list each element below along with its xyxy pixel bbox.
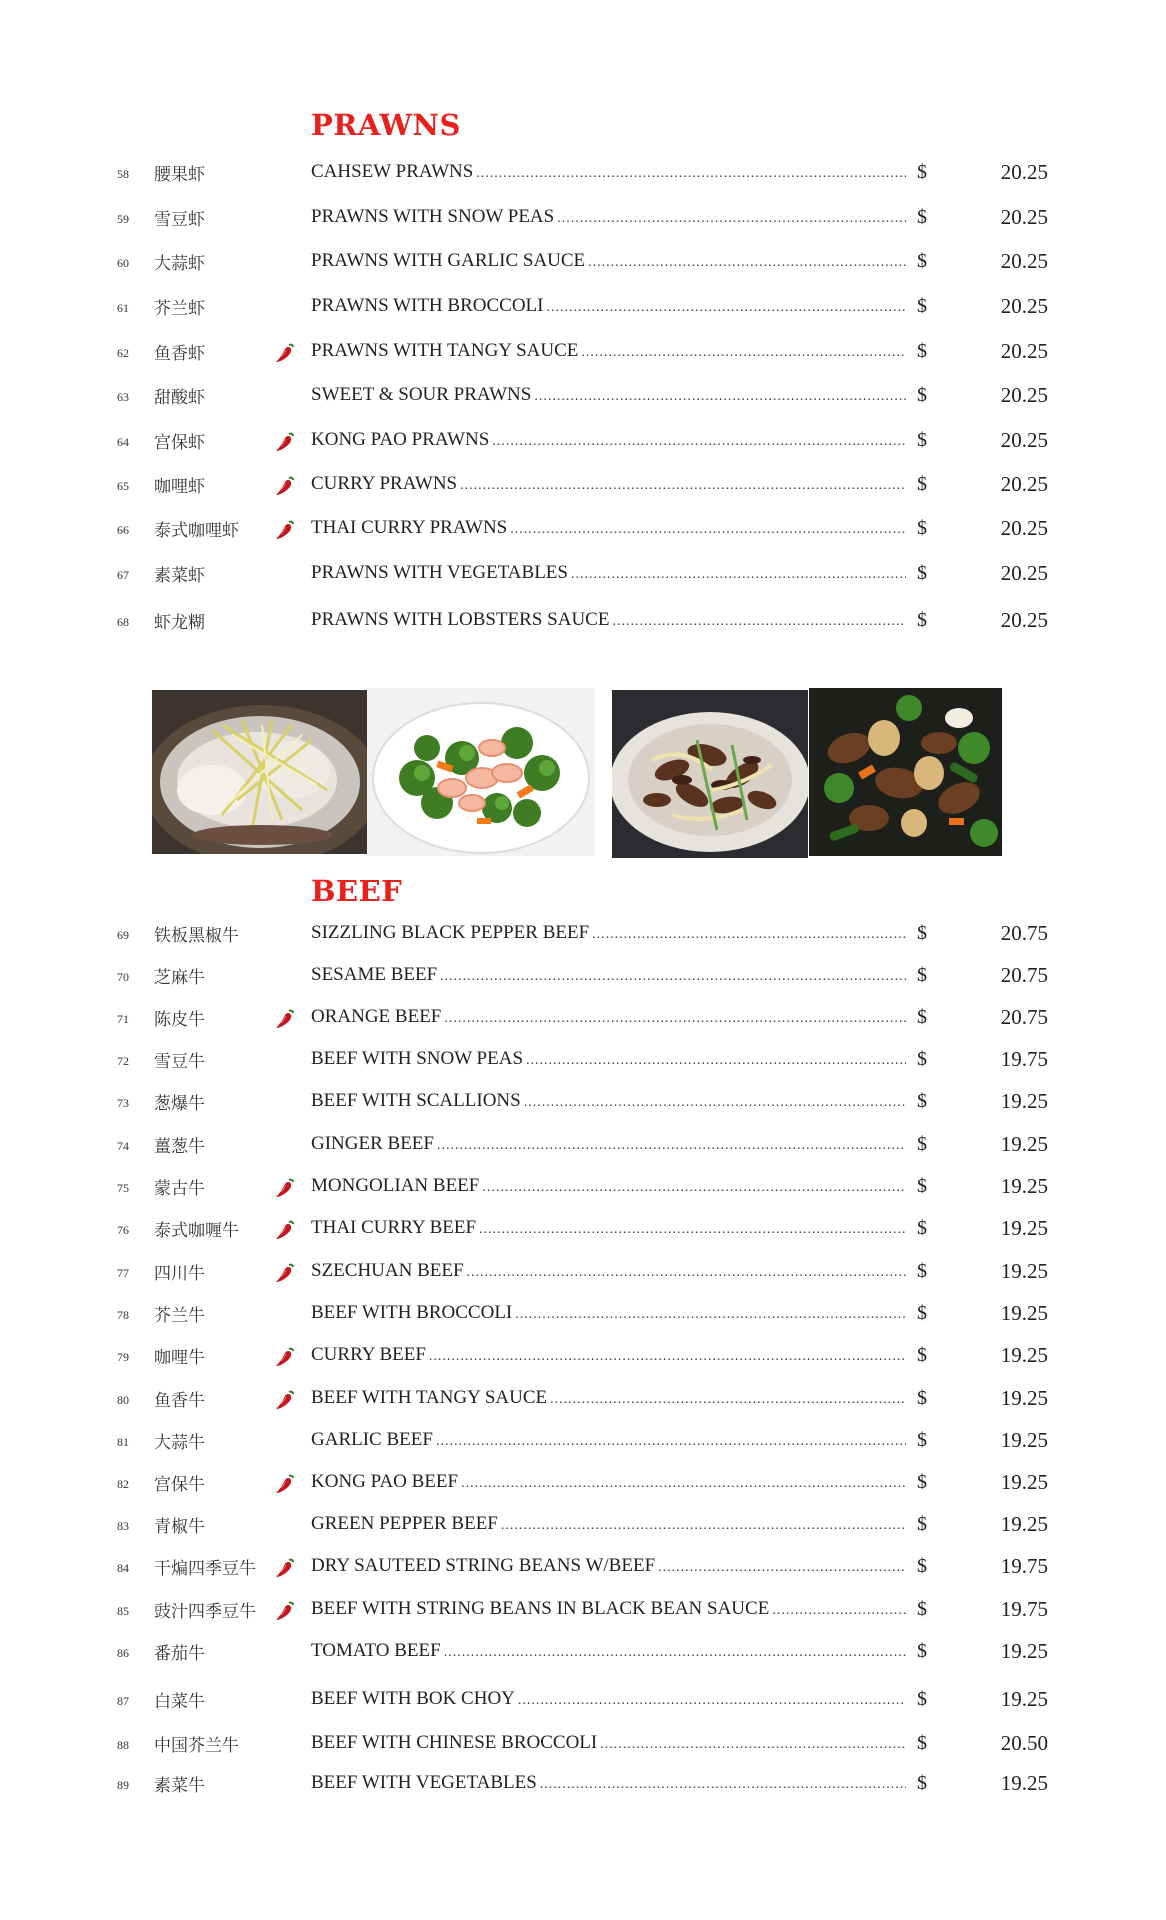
chili-pepper-icon (272, 1176, 296, 1200)
item-english-name: PRAWNS WITH BROCCOLI (311, 295, 544, 316)
currency-symbol: $ (917, 609, 927, 631)
item-english-name: GARLIC BEEF (311, 1429, 433, 1450)
currency-symbol: $ (917, 1048, 927, 1070)
item-price: 20.75 (1000, 921, 1048, 945)
item-number: 62 (117, 346, 129, 360)
currency-symbol: $ (917, 1429, 927, 1451)
item-price: 19.25 (1000, 1174, 1048, 1198)
item-english-name-line (311, 1133, 906, 1155)
item-english-name-line (311, 384, 906, 406)
item-english-name-line (311, 964, 906, 986)
dot-leader (515, 1307, 906, 1323)
item-number: 73 (117, 1096, 129, 1110)
dot-leader (534, 389, 906, 405)
dot-leader (772, 1603, 906, 1619)
item-chinese-name: 四川牛 (154, 1264, 205, 1284)
item-price: 19.25 (1000, 1512, 1048, 1536)
item-number: 80 (117, 1393, 129, 1407)
item-english-name: BEEF WITH TANGY SAUCE (311, 1387, 548, 1408)
currency-symbol: $ (917, 1344, 927, 1366)
item-english-name-line (311, 1555, 906, 1577)
dot-leader (501, 1518, 906, 1534)
item-number: 82 (117, 1477, 129, 1491)
item-number: 84 (117, 1561, 129, 1575)
item-english-name-line (311, 1260, 906, 1282)
section-title-prawns: PRAWNS (311, 108, 461, 142)
item-english-name-line (311, 1387, 906, 1409)
menu-item-63 (0, 381, 1166, 409)
item-number: 64 (117, 435, 129, 449)
dot-leader (592, 927, 906, 943)
dot-leader (658, 1560, 906, 1576)
item-english-name: BEEF WITH VEGETABLES (311, 1772, 537, 1793)
item-english-name-line (311, 1217, 906, 1239)
dot-leader (476, 166, 906, 182)
item-chinese-name: 鱼香虾 (154, 344, 205, 364)
item-english-name: TOMATO BEEF (311, 1640, 441, 1661)
dot-leader (429, 1349, 906, 1365)
dot-leader (588, 255, 906, 271)
item-english-name-line (311, 1640, 906, 1662)
menu-item-58 (0, 158, 1166, 186)
item-chinese-name: 蒙古牛 (154, 1179, 205, 1199)
dot-leader (612, 614, 906, 630)
item-number: 88 (117, 1738, 129, 1752)
currency-symbol: $ (917, 964, 927, 986)
item-price: 19.25 (1000, 1259, 1048, 1283)
menu-item-71 (0, 1003, 1166, 1031)
item-chinese-name: 大蒜虾 (154, 254, 205, 274)
dot-leader (436, 1434, 906, 1450)
currency-symbol: $ (917, 1090, 927, 1112)
item-price: 20.75 (1000, 963, 1048, 987)
item-price: 19.25 (1000, 1301, 1048, 1325)
item-number: 63 (117, 390, 129, 404)
item-english-name: GREEN PEPPER BEEF (311, 1513, 498, 1534)
steamed-fish-ginger-photo (152, 690, 367, 854)
item-price: 20.25 (1000, 608, 1048, 632)
item-english-name: BEEF WITH SCALLIONS (311, 1090, 521, 1111)
menu-item-60 (0, 247, 1166, 275)
item-price: 20.25 (1000, 160, 1048, 184)
item-english-name-line (311, 295, 906, 317)
currency-symbol: $ (917, 1732, 927, 1754)
menu-item-76 (0, 1214, 1166, 1242)
item-number: 77 (117, 1266, 129, 1280)
item-price: 20.25 (1000, 249, 1048, 273)
currency-symbol: $ (917, 473, 927, 495)
menu-item-64 (0, 426, 1166, 454)
item-chinese-name: 番茄牛 (154, 1644, 205, 1664)
currency-symbol: $ (917, 1471, 927, 1493)
currency-symbol: $ (917, 1175, 927, 1197)
menu-item-88 (0, 1729, 1166, 1757)
currency-symbol: $ (917, 1133, 927, 1155)
item-price: 20.25 (1000, 516, 1048, 540)
item-english-name: BEEF WITH CHINESE BROCCOLI (311, 1732, 598, 1753)
menu-item-77 (0, 1257, 1166, 1285)
item-price: 19.25 (1000, 1687, 1048, 1711)
item-number: 70 (117, 970, 129, 984)
menu-item-86 (0, 1637, 1166, 1665)
item-english-name: CAHSEW PRAWNS (311, 161, 474, 182)
item-number: 85 (117, 1604, 129, 1618)
item-chinese-name: 泰式咖喱牛 (154, 1221, 239, 1241)
item-english-name: CURRY BEEF (311, 1344, 426, 1365)
item-english-name-line (311, 1688, 906, 1710)
item-english-name-line (311, 1471, 906, 1493)
item-english-name-line (311, 429, 906, 451)
menu-item-59 (0, 203, 1166, 231)
item-english-name-line (311, 340, 906, 362)
currency-symbol: $ (917, 1302, 927, 1324)
item-english-name: SESAME BEEF (311, 964, 438, 985)
menu-item-61 (0, 292, 1166, 320)
menu-item-89 (0, 1769, 1166, 1797)
item-number: 86 (117, 1646, 129, 1660)
menu-item-74 (0, 1130, 1166, 1158)
menu-item-85 (0, 1595, 1166, 1623)
item-english-name: CURRY PRAWNS (311, 473, 458, 494)
dot-leader (557, 211, 906, 227)
item-chinese-name: 芥兰牛 (154, 1306, 205, 1326)
item-english-name: PRAWNS WITH SNOW PEAS (311, 206, 555, 227)
item-price: 19.25 (1000, 1771, 1048, 1795)
item-chinese-name: 泰式咖哩虾 (154, 521, 239, 541)
item-english-name-line (311, 1006, 906, 1028)
item-chinese-name: 腰果虾 (154, 165, 205, 185)
chili-pepper-icon (272, 518, 296, 542)
item-chinese-name: 素菜虾 (154, 566, 205, 586)
item-english-name: THAI CURRY PRAWNS (311, 517, 508, 538)
item-chinese-name: 中国芥兰牛 (154, 1736, 239, 1756)
dot-leader (437, 1138, 906, 1154)
item-number: 79 (117, 1350, 129, 1364)
currency-symbol: $ (917, 562, 927, 584)
item-english-name-line (311, 609, 906, 631)
item-price: 19.25 (1000, 1428, 1048, 1452)
item-chinese-name: 咖哩牛 (154, 1348, 205, 1368)
item-english-name-line (311, 1598, 906, 1620)
beef-onion-photo (612, 690, 808, 858)
menu-item-73 (0, 1087, 1166, 1115)
currency-symbol: $ (917, 517, 927, 539)
dot-leader (524, 1095, 906, 1111)
dot-leader (571, 567, 906, 583)
item-chinese-name: 素菜牛 (154, 1776, 205, 1796)
dot-leader (467, 1265, 906, 1281)
item-english-name: KONG PAO BEEF (311, 1471, 459, 1492)
currency-symbol: $ (917, 1006, 927, 1028)
item-english-name-line (311, 1429, 906, 1451)
item-price: 19.25 (1000, 1386, 1048, 1410)
menu-item-70 (0, 961, 1166, 989)
item-chinese-name: 鱼香牛 (154, 1391, 205, 1411)
menu-item-78 (0, 1299, 1166, 1327)
dot-leader (479, 1222, 906, 1238)
menu-item-67 (0, 559, 1166, 587)
item-chinese-name: 芥兰虾 (154, 299, 205, 319)
item-number: 83 (117, 1519, 129, 1533)
dot-leader (581, 345, 906, 361)
dot-leader (600, 1737, 906, 1753)
item-price: 20.25 (1000, 294, 1048, 318)
item-chinese-name: 白菜牛 (154, 1692, 205, 1712)
item-number: 75 (117, 1181, 129, 1195)
item-english-name-line (311, 1772, 906, 1794)
item-english-name: PRAWNS WITH GARLIC SAUCE (311, 250, 586, 271)
item-price: 20.25 (1000, 205, 1048, 229)
chili-pepper-icon (272, 1388, 296, 1412)
currency-symbol: $ (917, 429, 927, 451)
chili-pepper-icon (272, 1599, 296, 1623)
item-english-name: ORANGE BEEF (311, 1006, 442, 1027)
item-english-name-line (311, 1732, 906, 1754)
item-chinese-name: 甜酸虾 (154, 388, 205, 408)
item-price: 19.25 (1000, 1639, 1048, 1663)
item-english-name-line (311, 922, 906, 944)
item-english-name-line (311, 562, 906, 584)
item-chinese-name: 咖哩虾 (154, 477, 205, 497)
item-english-name-line (311, 250, 906, 272)
currency-symbol: $ (917, 1260, 927, 1282)
currency-symbol: $ (917, 1555, 927, 1577)
item-price: 20.75 (1000, 1005, 1048, 1029)
item-chinese-name: 铁板黑椒牛 (154, 926, 239, 946)
item-number: 67 (117, 568, 129, 582)
item-english-name-line (311, 1344, 906, 1366)
item-number: 76 (117, 1223, 129, 1237)
menu-item-68 (0, 606, 1166, 634)
item-chinese-name: 陈皮牛 (154, 1010, 205, 1030)
dot-leader (444, 1645, 906, 1661)
currency-symbol: $ (917, 1772, 927, 1794)
item-english-name: DRY SAUTEED STRING BEANS W/BEEF (311, 1555, 656, 1576)
item-chinese-name: 雪豆虾 (154, 210, 205, 230)
item-english-name: BEEF WITH STRING BEANS IN BLACK BEAN SAUCE (311, 1598, 770, 1619)
item-chinese-name: 青椒牛 (154, 1517, 205, 1537)
item-price: 19.25 (1000, 1343, 1048, 1367)
item-price: 19.25 (1000, 1089, 1048, 1113)
item-english-name-line (311, 1090, 906, 1112)
chili-pepper-icon (272, 1261, 296, 1285)
currency-symbol: $ (917, 295, 927, 317)
menu-item-72 (0, 1045, 1166, 1073)
currency-symbol: $ (917, 250, 927, 272)
item-price: 20.25 (1000, 428, 1048, 452)
item-price: 19.75 (1000, 1554, 1048, 1578)
item-chinese-name: 虾龙糊 (154, 613, 205, 633)
item-number: 61 (117, 301, 129, 315)
item-english-name: BEEF WITH BOK CHOY (311, 1688, 515, 1709)
menu-item-82 (0, 1468, 1166, 1496)
item-english-name: SWEET & SOUR PRAWNS (311, 384, 532, 405)
item-english-name-line (311, 206, 906, 228)
beef-mixed-vegetables-photo (809, 688, 1002, 856)
chili-pepper-icon (272, 1218, 296, 1242)
item-chinese-name: 大蒜牛 (154, 1433, 205, 1453)
item-english-name: BEEF WITH SNOW PEAS (311, 1048, 524, 1069)
item-english-name: GINGER BEEF (311, 1133, 434, 1154)
item-english-name: PRAWNS WITH VEGETABLES (311, 562, 568, 583)
item-english-name-line (311, 1302, 906, 1324)
item-price: 20.25 (1000, 472, 1048, 496)
item-english-name: SZECHUAN BEEF (311, 1260, 464, 1281)
item-price: 19.75 (1000, 1597, 1048, 1621)
item-number: 69 (117, 928, 129, 942)
chili-pepper-icon (272, 341, 296, 365)
chili-pepper-icon (272, 474, 296, 498)
item-english-name: KONG PAO PRAWNS (311, 429, 490, 450)
currency-symbol: $ (917, 1598, 927, 1620)
item-price: 20.25 (1000, 339, 1048, 363)
menu-item-84 (0, 1552, 1166, 1580)
item-english-name: THAI CURRY BEEF (311, 1217, 477, 1238)
item-chinese-name: 宫保牛 (154, 1475, 205, 1495)
item-number: 59 (117, 212, 129, 226)
item-chinese-name: 宫保虾 (154, 433, 205, 453)
item-number: 60 (117, 256, 129, 270)
item-english-name: MONGOLIAN BEEF (311, 1175, 480, 1196)
dot-leader (518, 1693, 906, 1709)
item-price: 20.25 (1000, 383, 1048, 407)
item-number: 65 (117, 479, 129, 493)
item-number: 58 (117, 167, 129, 181)
item-english-name: PRAWNS WITH TANGY SAUCE (311, 340, 579, 361)
item-number: 87 (117, 1694, 129, 1708)
currency-symbol: $ (917, 206, 927, 228)
dot-leader (440, 969, 906, 985)
item-number: 78 (117, 1308, 129, 1322)
item-chinese-name: 豉汁四季豆牛 (154, 1602, 256, 1622)
item-number: 72 (117, 1054, 129, 1068)
dot-leader (526, 1053, 906, 1069)
chili-pepper-icon (272, 1007, 296, 1031)
prawns-vegetables-photo (367, 688, 595, 856)
item-price: 19.25 (1000, 1470, 1048, 1494)
item-english-name: BEEF WITH BROCCOLI (311, 1302, 513, 1323)
item-chinese-name: 芝麻牛 (154, 968, 205, 988)
currency-symbol: $ (917, 1217, 927, 1239)
dot-leader (482, 1180, 906, 1196)
currency-symbol: $ (917, 1387, 927, 1409)
menu-item-81 (0, 1426, 1166, 1454)
chili-pepper-icon (272, 1345, 296, 1369)
dot-leader (550, 1392, 906, 1408)
dot-leader (546, 300, 906, 316)
currency-symbol: $ (917, 1513, 927, 1535)
dot-leader (444, 1011, 906, 1027)
menu-item-79 (0, 1341, 1166, 1369)
currency-symbol: $ (917, 340, 927, 362)
menu-item-66 (0, 514, 1166, 542)
item-number: 66 (117, 523, 129, 537)
item-price: 20.50 (1000, 1731, 1048, 1755)
item-number: 74 (117, 1139, 129, 1153)
item-chinese-name: 薑葱牛 (154, 1137, 205, 1157)
item-price: 20.25 (1000, 561, 1048, 585)
chili-pepper-icon (272, 1472, 296, 1496)
menu-item-65 (0, 470, 1166, 498)
chili-pepper-icon (272, 430, 296, 454)
item-number: 81 (117, 1435, 129, 1449)
menu-item-87 (0, 1685, 1166, 1713)
dot-leader (510, 522, 906, 538)
menu-item-80 (0, 1384, 1166, 1412)
currency-symbol: $ (917, 384, 927, 406)
item-english-name-line (311, 473, 906, 495)
menu-item-75 (0, 1172, 1166, 1200)
item-number: 71 (117, 1012, 129, 1026)
currency-symbol: $ (917, 1688, 927, 1710)
dot-leader (492, 434, 906, 450)
section-title-beef: BEEF (311, 874, 403, 908)
currency-symbol: $ (917, 161, 927, 183)
item-number: 89 (117, 1778, 129, 1792)
item-price: 19.25 (1000, 1216, 1048, 1240)
item-english-name-line (311, 1175, 906, 1197)
item-price: 19.75 (1000, 1047, 1048, 1071)
dot-leader (460, 478, 906, 494)
currency-symbol: $ (917, 922, 927, 944)
item-number: 68 (117, 615, 129, 629)
chili-pepper-icon (272, 1556, 296, 1580)
item-english-name-line (311, 161, 906, 183)
item-english-name: PRAWNS WITH LOBSTERS SAUCE (311, 609, 610, 630)
menu-item-69 (0, 919, 1166, 947)
item-chinese-name: 葱爆牛 (154, 1094, 205, 1114)
menu-item-62 (0, 337, 1166, 365)
item-english-name-line (311, 1048, 906, 1070)
item-chinese-name: 雪豆牛 (154, 1052, 205, 1072)
menu-item-83 (0, 1510, 1166, 1538)
dot-leader (540, 1777, 906, 1793)
item-price: 19.25 (1000, 1132, 1048, 1156)
item-chinese-name: 干煸四季豆牛 (154, 1559, 256, 1579)
currency-symbol: $ (917, 1640, 927, 1662)
dot-leader (461, 1476, 906, 1492)
item-english-name-line (311, 517, 906, 539)
item-english-name: SIZZLING BLACK PEPPER BEEF (311, 922, 590, 943)
item-english-name-line (311, 1513, 906, 1535)
